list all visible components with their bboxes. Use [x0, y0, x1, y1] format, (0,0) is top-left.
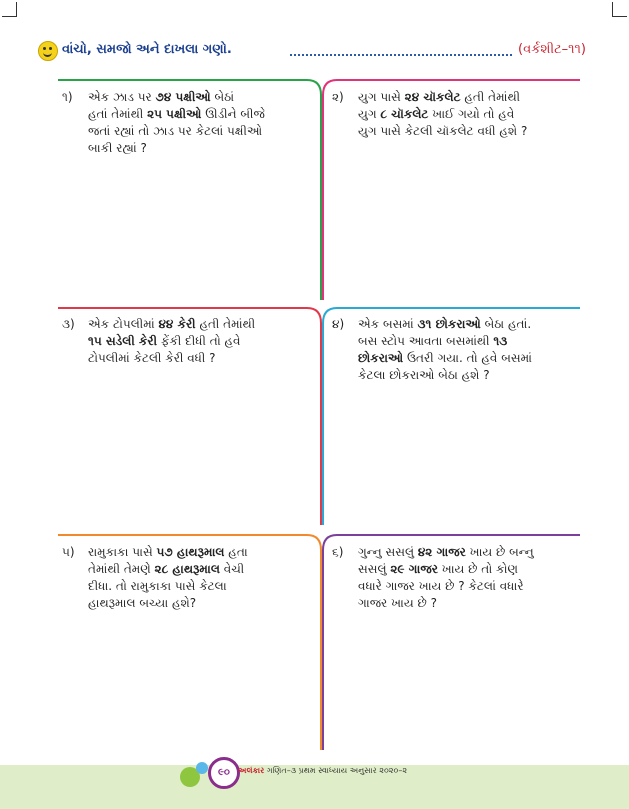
question-text: રામુકાકા પાસે	[88, 545, 157, 559]
highlighted-quantity: ૪૪ કેરી	[158, 317, 196, 331]
question-line	[332, 561, 582, 578]
question-line	[332, 123, 582, 140]
footer-caption: ગણિત–૩ પ્રથમ સ્વાધ્યાય અનુસાર ૨૦૨૦–૨	[266, 766, 408, 775]
question-text: દીધા. તો રામુકાકા પાસે કેટલા	[88, 579, 227, 593]
question-text: વેચી	[219, 562, 245, 576]
question-text: સસલું	[358, 562, 391, 576]
question-line	[332, 350, 582, 367]
question-text: હતાં તેમાંથી	[88, 107, 148, 121]
question-text: યુગ પાસે	[358, 90, 405, 104]
question-text: ખાય છે બન્નુ	[465, 545, 534, 559]
question-text: જતાં રહ્યાં તો ઝાડ પર કેટલાં પક્ષીઓ	[88, 124, 263, 138]
question-number: ૬)	[332, 545, 344, 559]
question-text: એક ટોપલીમાં	[88, 317, 159, 331]
question-text: બાકી રહ્યાં ?	[88, 141, 147, 155]
question-line	[332, 578, 582, 595]
highlighted-quantity: ૨૯ ગાજર	[390, 562, 438, 576]
question-line	[62, 140, 312, 157]
question-number: ૧)	[62, 90, 73, 104]
highlighted-quantity: ૭૪ પક્ષીઓ	[155, 90, 211, 104]
question-line	[62, 316, 312, 333]
question-text: ખાય છે તો કોણ	[437, 562, 518, 576]
question-number: ૪)	[332, 317, 345, 331]
question-line	[62, 106, 312, 123]
question-line	[62, 578, 312, 595]
footer-brand: અલંકાર	[238, 766, 265, 775]
question-line	[62, 595, 312, 612]
highlighted-quantity: ૧૫ સડેલી કેરી	[88, 334, 158, 348]
highlighted-quantity: ૧૩	[493, 334, 508, 348]
question-text: એક ઝાડ પર	[88, 90, 156, 104]
question-line	[332, 367, 582, 384]
question-text: ઉતરી ગયા. તો હવે બસમાં	[403, 351, 532, 365]
question-number: ૫)	[62, 545, 75, 559]
page-title: વાંચો, સમજો અને દાખલા ગણો.	[62, 42, 232, 57]
question-text: કેટલા છોકરાઓ બેઠા હશે ?	[358, 368, 490, 382]
question-text: હાથરૂમાલ બચ્યા હશે?	[88, 596, 197, 610]
question-text: તેમાંથી તેમણે	[88, 562, 155, 576]
question-text: ગુન્નુ સસલું	[358, 545, 418, 559]
question-1	[62, 89, 312, 157]
question-text: બેઠાં	[210, 90, 235, 104]
highlighted-quantity: ૪૨ ગાજર	[417, 545, 466, 559]
question-number: ૩)	[62, 317, 75, 331]
question-4	[332, 316, 582, 384]
question-line	[332, 316, 582, 333]
question-line	[62, 89, 312, 106]
question-text: ફેંકી દીધી તો હવે	[157, 334, 241, 348]
question-line	[62, 350, 312, 367]
question-text: એક બસમાં	[358, 317, 418, 331]
highlighted-quantity: ૨૮ હાથરૂમાલ	[154, 562, 220, 576]
question-line	[62, 123, 312, 140]
highlighted-quantity: ૩૧ છોકરાઓ	[417, 317, 481, 331]
question-text: ટોપલીમાં કેટલી કેરી વધી ?	[88, 351, 216, 365]
footer-text	[238, 766, 407, 776]
question-text: બેઠા હતાં.	[480, 317, 532, 331]
question-text: બસ સ્ટોપ આવતા બસમાંથી	[358, 334, 494, 348]
question-text: ઊડીને બીજે	[201, 107, 265, 121]
question-text: હતા	[224, 545, 248, 559]
question-2	[332, 89, 582, 140]
highlighted-quantity: ૫૭ હાથરૂમાલ	[156, 545, 225, 559]
question-line	[62, 544, 312, 561]
question-5	[62, 544, 312, 612]
question-line	[332, 333, 582, 350]
highlighted-quantity: ૨૪ ચૉકલેટ	[404, 90, 461, 104]
question-number: ૨)	[332, 90, 344, 104]
question-3	[62, 316, 312, 367]
highlighted-quantity: ૮ ચૉકલેટ	[380, 107, 429, 121]
question-text: હતી તેમાંથી	[195, 317, 256, 331]
worksheet-label: (વર્કશીટ–૧૧)	[518, 42, 586, 57]
question-text: વધારે ગાજર ખાય છે ? કેટલાં વધારે	[358, 579, 524, 593]
question-text: યુગ પાસે કેટલી ચૉકલેટ વધી હશે ?	[358, 124, 528, 138]
question-line	[332, 544, 582, 561]
question-text: ગાજર ખાય છે ?	[358, 596, 437, 610]
question-text: ખાઈ ગયો તો હવે	[428, 107, 515, 121]
question-line	[62, 333, 312, 350]
question-line	[332, 106, 582, 123]
question-6	[332, 544, 582, 612]
question-line	[62, 561, 312, 578]
question-text: હતી તેમાંથી	[460, 90, 521, 104]
highlighted-quantity: છોકરાઓ	[358, 351, 404, 365]
highlighted-quantity: ૨૫ પક્ષીઓ	[147, 107, 202, 121]
question-line	[332, 89, 582, 106]
decorative-circle-blue	[196, 762, 208, 774]
question-line	[332, 595, 582, 612]
question-text: યુગ	[358, 107, 381, 121]
page-number-badge: ૯૦	[208, 757, 240, 789]
